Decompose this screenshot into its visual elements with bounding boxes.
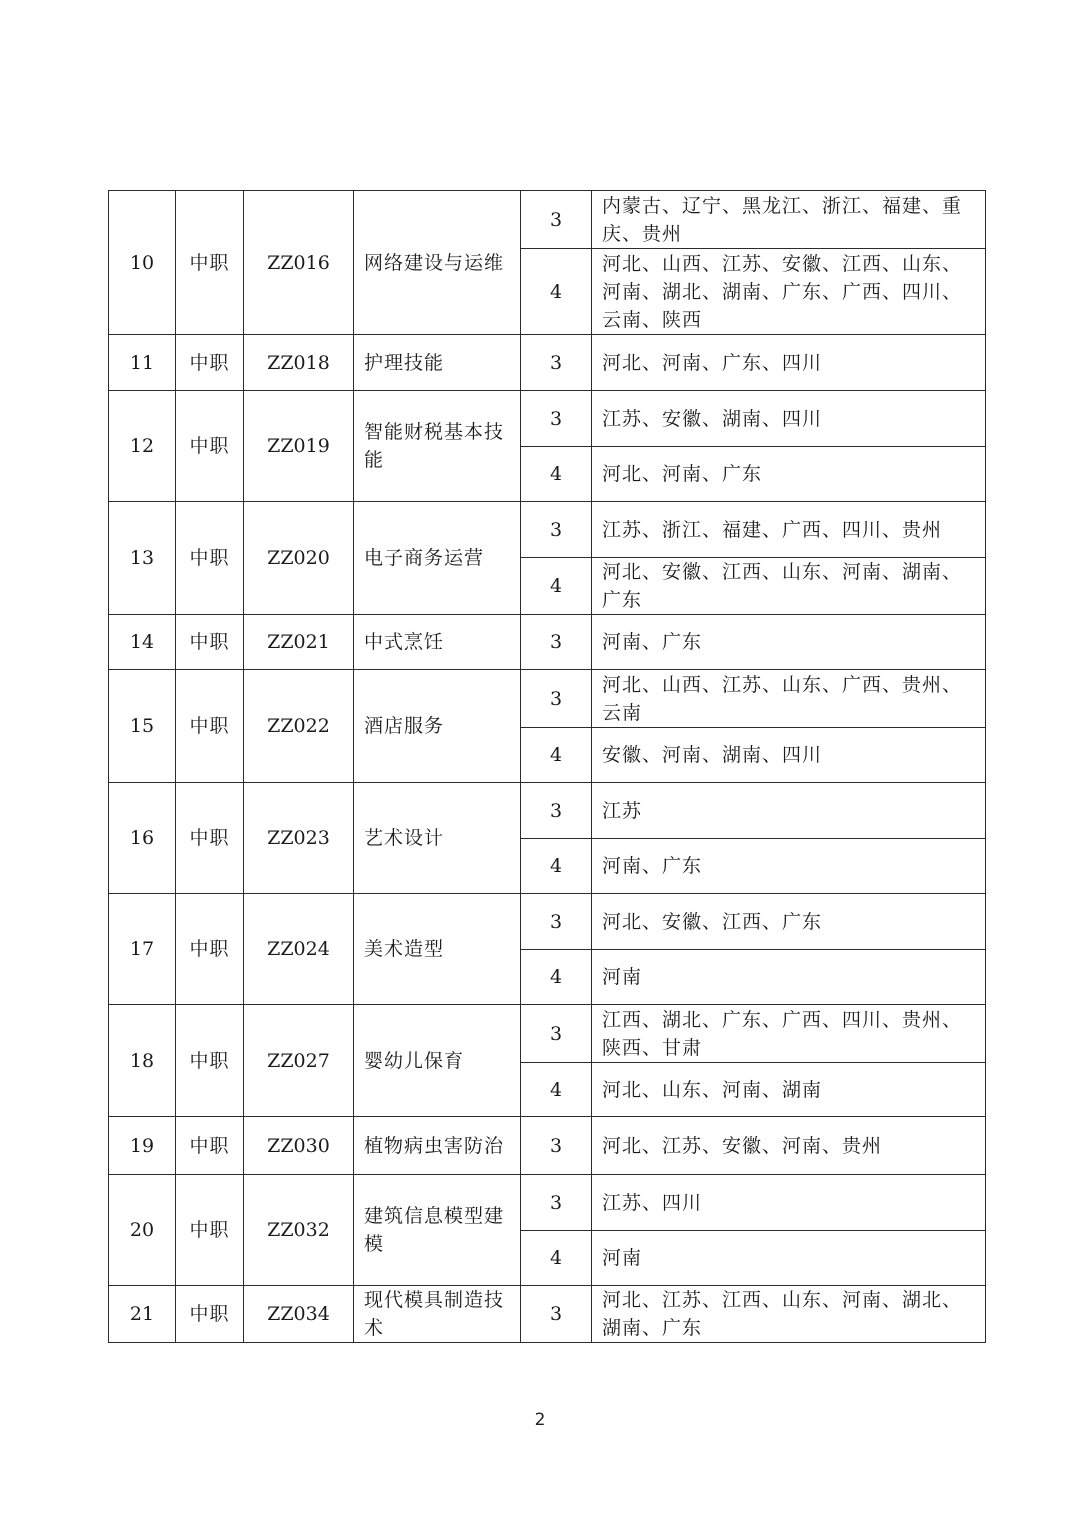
batch-number: 3 xyxy=(521,1117,592,1175)
batch-number: 3 xyxy=(521,615,592,670)
table-row xyxy=(109,335,986,391)
competition-name: 艺术设计 xyxy=(354,783,521,894)
education-level: 中职 xyxy=(176,1286,244,1343)
row-number: 11 xyxy=(109,335,176,391)
table-row xyxy=(109,191,986,249)
row-number: 14 xyxy=(109,615,176,670)
batch-number: 4 xyxy=(521,558,592,615)
competition-name: 婴幼儿保育 xyxy=(354,1005,521,1117)
row-number: 12 xyxy=(109,391,176,502)
education-level: 中职 xyxy=(176,1117,244,1175)
row-number: 21 xyxy=(109,1286,176,1343)
province-list: 河北、山东、河南、湖南 xyxy=(592,1063,986,1117)
education-level: 中职 xyxy=(176,1005,244,1117)
table-row xyxy=(109,1005,986,1063)
education-level: 中职 xyxy=(176,502,244,615)
table-row xyxy=(109,1286,986,1343)
education-level: 中职 xyxy=(176,615,244,670)
province-list: 江苏 xyxy=(592,783,986,839)
competition-code: ZZ018 xyxy=(244,335,354,391)
batch-number: 4 xyxy=(521,950,592,1005)
row-number: 10 xyxy=(109,191,176,335)
education-level: 中职 xyxy=(176,783,244,894)
competition-name: 植物病虫害防治 xyxy=(354,1117,521,1175)
competition-code: ZZ019 xyxy=(244,391,354,502)
education-level: 中职 xyxy=(176,1175,244,1286)
batch-number: 3 xyxy=(521,335,592,391)
row-number: 17 xyxy=(109,894,176,1005)
row-number: 20 xyxy=(109,1175,176,1286)
batch-number: 3 xyxy=(521,894,592,950)
province-list: 河北、江苏、江西、山东、河南、湖北、湖南、广东 xyxy=(592,1286,986,1343)
batch-number: 4 xyxy=(521,839,592,894)
education-level: 中职 xyxy=(176,894,244,1005)
province-list: 河南 xyxy=(592,1231,986,1286)
province-list: 河北、山西、江苏、山东、广西、贵州、云南 xyxy=(592,670,986,728)
batch-number: 4 xyxy=(521,1231,592,1286)
province-list: 河南 xyxy=(592,950,986,1005)
competition-code: ZZ030 xyxy=(244,1117,354,1175)
competition-name: 智能财税基本技能 xyxy=(354,391,521,502)
education-level: 中职 xyxy=(176,191,244,335)
competition-code: ZZ023 xyxy=(244,783,354,894)
province-list: 河北、安徽、江西、广东 xyxy=(592,894,986,950)
competition-code: ZZ024 xyxy=(244,894,354,1005)
batch-number: 3 xyxy=(521,1175,592,1231)
table-row xyxy=(109,670,986,728)
province-list: 河北、江苏、安徽、河南、贵州 xyxy=(592,1117,986,1175)
competition-name: 电子商务运营 xyxy=(354,502,521,615)
table-row xyxy=(109,615,986,670)
province-list: 河北、河南、广东 xyxy=(592,447,986,502)
batch-number: 4 xyxy=(521,728,592,783)
province-list: 安徽、河南、湖南、四川 xyxy=(592,728,986,783)
batch-number: 4 xyxy=(521,1063,592,1117)
province-list: 江苏、安徽、湖南、四川 xyxy=(592,391,986,447)
batch-number: 4 xyxy=(521,447,592,502)
province-list: 江西、湖北、广东、广西、四川、贵州、陕西、甘肃 xyxy=(592,1005,986,1063)
batch-number: 3 xyxy=(521,502,592,558)
row-number: 18 xyxy=(109,1005,176,1117)
batch-number: 3 xyxy=(521,391,592,447)
competition-code: ZZ021 xyxy=(244,615,354,670)
batch-number: 3 xyxy=(521,191,592,249)
province-list: 河南、广东 xyxy=(592,615,986,670)
batch-number: 3 xyxy=(521,1286,592,1343)
competition-name: 现代模具制造技术 xyxy=(354,1286,521,1343)
batch-number: 3 xyxy=(521,670,592,728)
page-number: 2 xyxy=(534,1410,546,1430)
table-row xyxy=(109,502,986,558)
province-list: 河北、山西、江苏、安徽、江西、山东、河南、湖北、湖南、广东、广西、四川、云南、陕西 xyxy=(592,249,986,335)
competition-code: ZZ027 xyxy=(244,1005,354,1117)
competition-code: ZZ032 xyxy=(244,1175,354,1286)
education-level: 中职 xyxy=(176,335,244,391)
competition-name: 护理技能 xyxy=(354,335,521,391)
competition-code: ZZ016 xyxy=(244,191,354,335)
table-body xyxy=(109,191,986,1343)
row-number: 16 xyxy=(109,783,176,894)
competition-code: ZZ034 xyxy=(244,1286,354,1343)
table-row xyxy=(109,1175,986,1231)
competition-name: 中式烹饪 xyxy=(354,615,521,670)
province-list: 内蒙古、辽宁、黑龙江、浙江、福建、重庆、贵州 xyxy=(592,191,986,249)
competition-name: 网络建设与运维 xyxy=(354,191,521,335)
batch-number: 3 xyxy=(521,783,592,839)
education-level: 中职 xyxy=(176,670,244,783)
province-list: 江苏、浙江、福建、广西、四川、贵州 xyxy=(592,502,986,558)
province-list: 河北、安徽、江西、山东、河南、湖南、广东 xyxy=(592,558,986,615)
row-number: 19 xyxy=(109,1117,176,1175)
table-row xyxy=(109,783,986,839)
competition-name: 建筑信息模型建模 xyxy=(354,1175,521,1286)
table-row xyxy=(109,894,986,950)
competition-code: ZZ022 xyxy=(244,670,354,783)
table-row xyxy=(109,1117,986,1175)
competition-name: 美术造型 xyxy=(354,894,521,1005)
table-row xyxy=(109,391,986,447)
competition-code: ZZ020 xyxy=(244,502,354,615)
row-number: 15 xyxy=(109,670,176,783)
competition-table xyxy=(108,190,986,1343)
education-level: 中职 xyxy=(176,391,244,502)
province-list: 江苏、四川 xyxy=(592,1175,986,1231)
row-number: 13 xyxy=(109,502,176,615)
province-list: 河北、河南、广东、四川 xyxy=(592,335,986,391)
competition-name: 酒店服务 xyxy=(354,670,521,783)
batch-number: 3 xyxy=(521,1005,592,1063)
province-list: 河南、广东 xyxy=(592,839,986,894)
batch-number: 4 xyxy=(521,249,592,335)
